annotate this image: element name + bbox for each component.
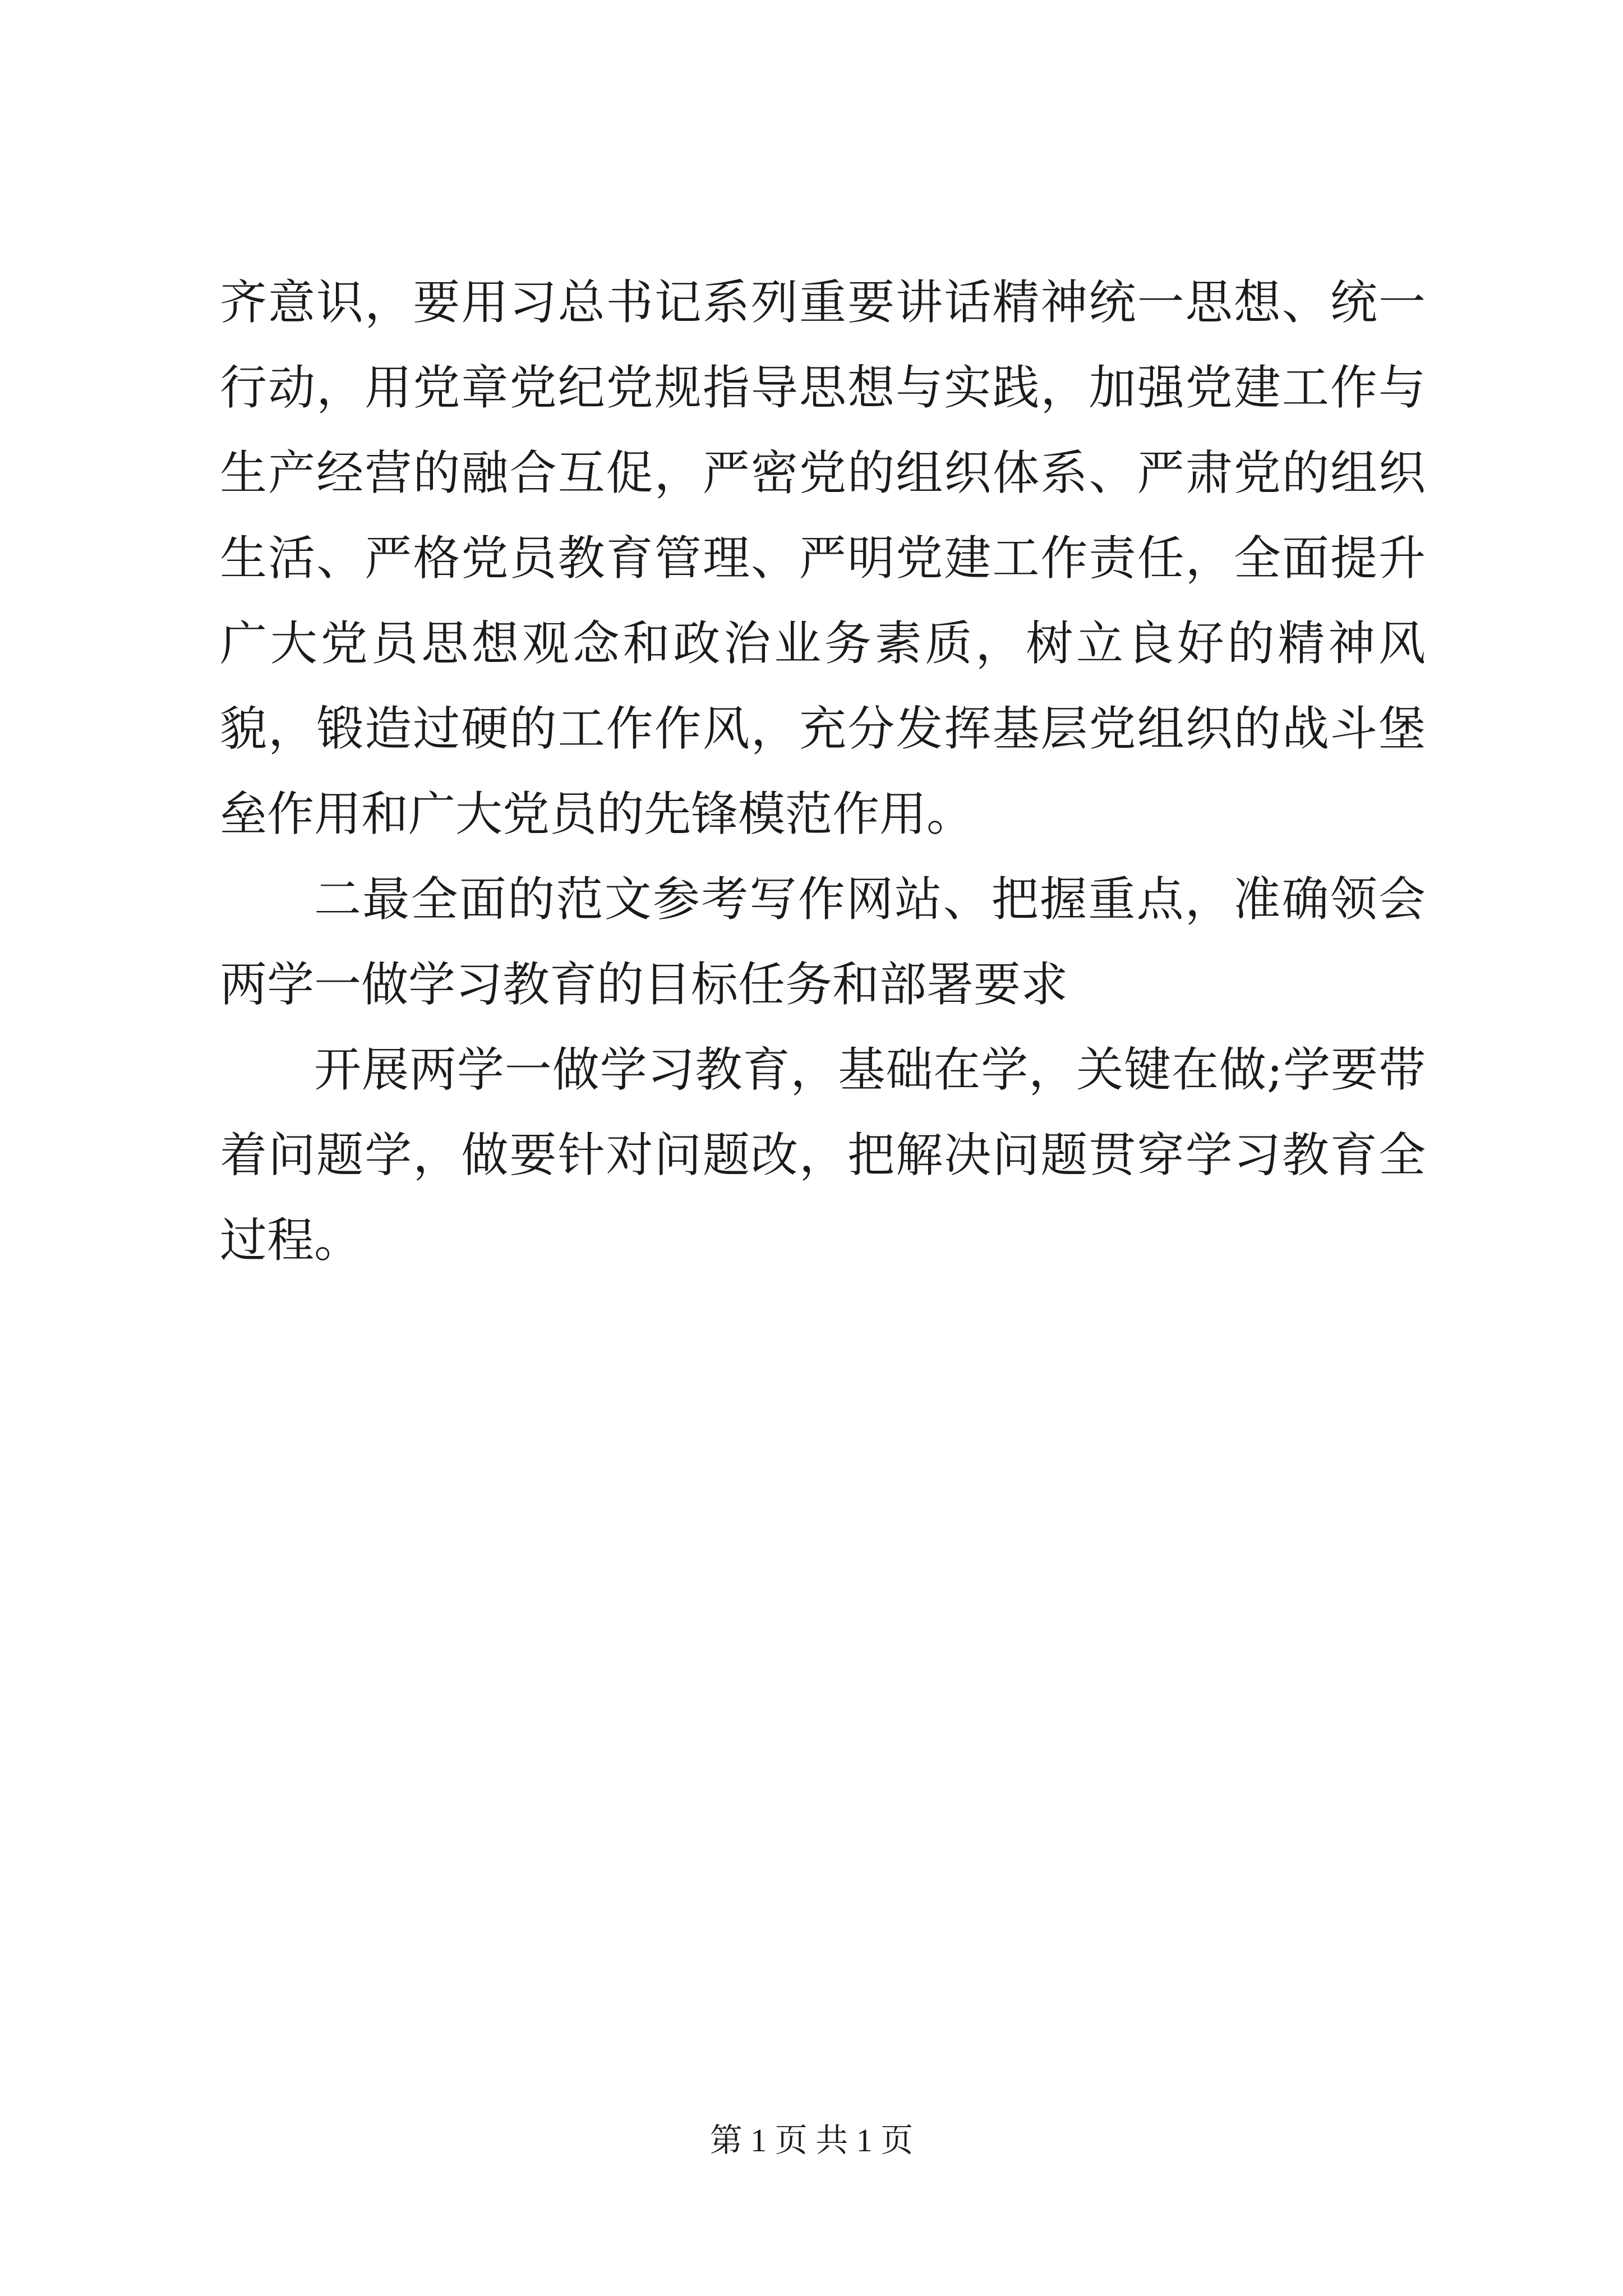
document-body bbox=[220, 260, 1426, 1283]
paragraph-section-heading: 二最全面的范文参考写作网站、把握重点，准确领会两学一做学习教育的目标任务和部署要求 bbox=[220, 872, 1426, 1012]
paragraph-body: 开展两学一做学习教育，基础在学，关键在做;学要带着问题学，做要针对问题改，把解决问题贯穿学习教育全过程。 bbox=[220, 1042, 1426, 1268]
page-footer: 第 1 页 共 1 页 bbox=[709, 2122, 914, 2159]
paragraph-continuation: 齐意识，要用习总书记系列重要讲话精神统一思想、统一行动，用党章党纪党规指导思想与实践，加强党建工作与生产经营的融合互促，严密党的组织体系、严肃党的组织生活、严格党员教育管理、严明党建工作责任，全面提升广大党员思想观念和政治业务素质，树立良好的精神风貌，锻造过硬的工作作风，充分发挥基层党组织的战斗堡垒作用和广大党员的先锋模范作用。 bbox=[220, 275, 1426, 841]
